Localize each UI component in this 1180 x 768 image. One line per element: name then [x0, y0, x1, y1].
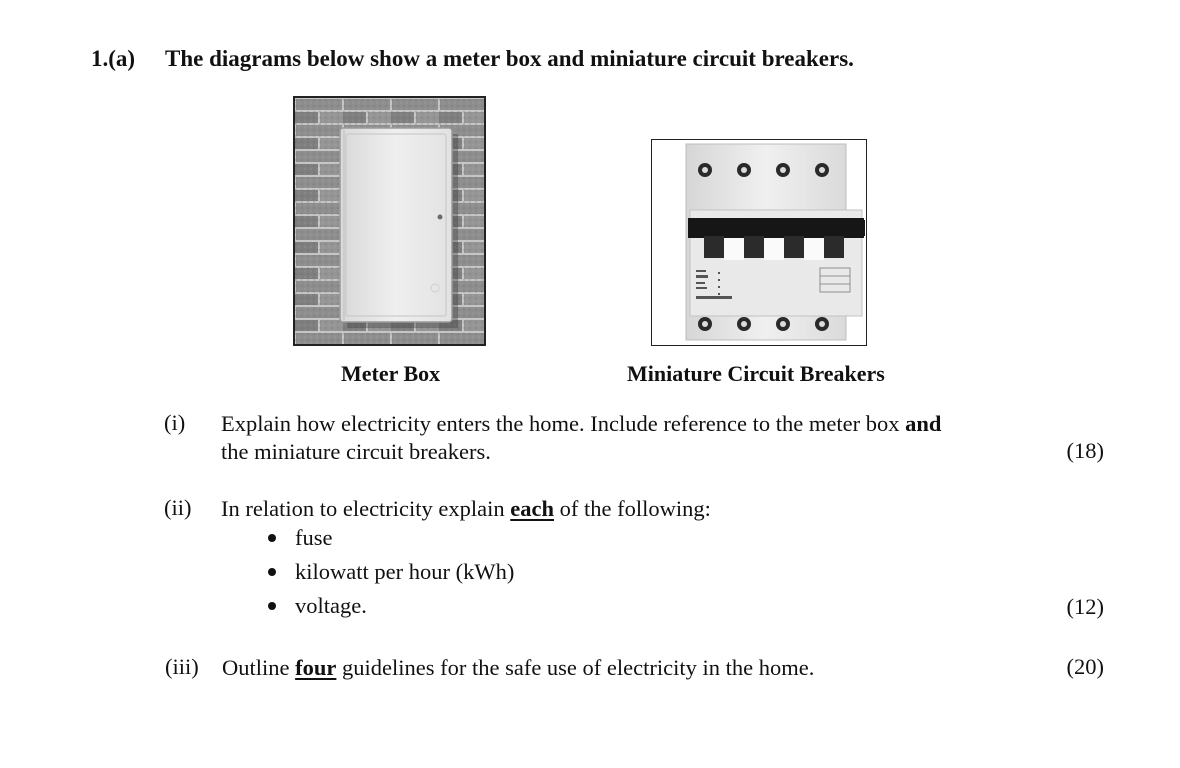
mcb-image [651, 139, 867, 346]
question-number: 1.(a) [91, 46, 136, 71]
bullet-text: fuse [295, 525, 333, 550]
bullet-item-voltage [268, 589, 514, 623]
meter-box-caption: Meter Box [341, 361, 441, 386]
part-ii-label: (ii) [164, 495, 192, 520]
bullet-item-fuse [268, 521, 514, 555]
part-ii-emphasis: each [510, 496, 555, 521]
part-iii-label: (iii) [165, 654, 199, 679]
bullet-dot-icon [268, 534, 276, 542]
meter-box-drawing [295, 98, 484, 344]
mcb-drawing [652, 140, 865, 344]
meter-box-image [293, 96, 486, 346]
bullet-item-kwh [268, 555, 514, 589]
part-iii-emphasis: four [295, 655, 337, 680]
part-i-emphasis: and [905, 411, 942, 436]
bullet-dot-icon [268, 568, 276, 576]
bullet-dot-icon [268, 602, 276, 610]
part-i-line-1 [221, 410, 941, 438]
part-i-text [221, 410, 941, 466]
bullet-text: kilowatt per hour (kWh) [295, 559, 515, 584]
part-iii-text-post: guidelines for the safe use of electricity in the home. [336, 655, 815, 680]
part-ii-bullet-list [268, 521, 514, 623]
part-i-line-2: the miniature circuit breakers. [221, 439, 491, 464]
part-i-line-1-text: Explain how electricity enters the home. Include reference to the meter box [221, 411, 906, 436]
part-i-label: (i) [164, 410, 186, 435]
question-title: The diagrams below show a meter box and miniature circuit breakers. [165, 46, 854, 71]
part-ii-intro-pre: In relation to electricity explain [221, 496, 511, 521]
part-i-marks: (18) [1066, 438, 1104, 463]
part-iii-text [222, 654, 814, 682]
part-ii-marks: (12) [1066, 594, 1104, 619]
part-iii-marks: (20) [1066, 654, 1104, 679]
part-ii-intro [221, 495, 711, 523]
part-iii-text-pre: Outline [222, 655, 296, 680]
part-ii-intro-post: of the following: [554, 496, 711, 521]
bullet-text: voltage. [295, 593, 367, 618]
mcb-caption: Miniature Circuit Breakers [627, 361, 885, 386]
